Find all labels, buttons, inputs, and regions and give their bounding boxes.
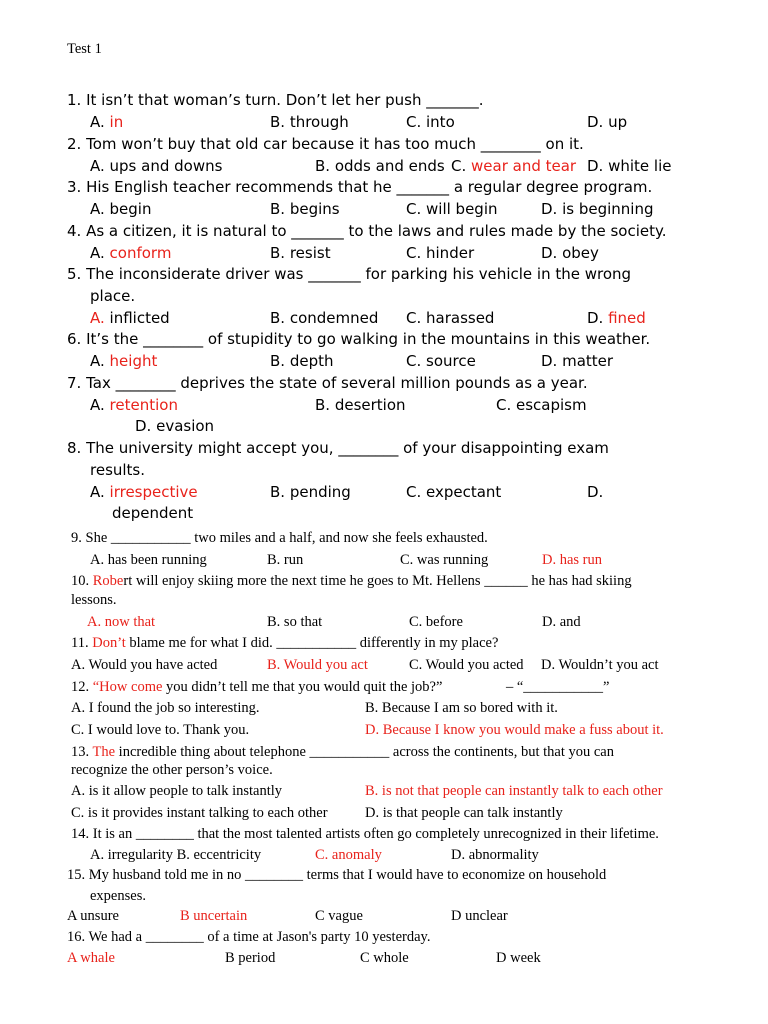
answer-highlight: fined [603, 309, 646, 327]
answer-highlight: Don’t [92, 635, 126, 651]
question-6-option-d: D. matter [541, 352, 614, 370]
question-3-stem: 3. His English teacher recommends that he _______ a regular degree program. [67, 178, 653, 196]
question-8-option-a: A. irrespective [90, 483, 198, 501]
question-16-option-a: A whale [67, 950, 115, 966]
question-11-option-d: D. Wouldn’t you act [541, 657, 659, 673]
question-2-option-b: B. odds and ends [315, 157, 445, 175]
question-9-option-c: C. was running [400, 552, 489, 568]
question-15-option-a: A unsure [67, 908, 119, 924]
question-12-reply-blank: – “___________” [506, 679, 610, 695]
answer-highlight: conform [109, 244, 172, 262]
question-7-option-b: B. desertion [315, 396, 406, 414]
question-10-stem: 10. Robert will enjoy skiing more the next time he goes to Mt. Hellens ______ he has had skiing [71, 573, 632, 589]
answer-highlight: irrespective [109, 483, 198, 501]
question-8-option-c: C. expectant [406, 483, 502, 501]
question-4-option-d: D. obey [541, 244, 599, 262]
question-11-stem: 11. Don’t blame me for what I did. ___________ differently in my place? [71, 635, 499, 651]
answer-highlight: height [109, 352, 158, 370]
question-16-option-d: D week [496, 950, 541, 966]
question-14-option-d: D. abnormality [451, 847, 539, 863]
question-5-stem-continued: place. [90, 287, 136, 305]
question-5-option-d: D. fined [587, 309, 646, 327]
question-1-option-b: B. through [270, 113, 349, 131]
question-9-option-d: D. has run [542, 552, 603, 568]
question-12-option-a: A. I found the job so interesting. [71, 700, 260, 716]
question-8-option-b: B. pending [270, 483, 351, 501]
question-15-stem: 15. My husband told me in no ________ terms that I would have to economize on household [67, 867, 607, 883]
question-11-option-c: C. Would you acted [409, 657, 524, 673]
question-4-option-c: C. hinder [406, 244, 475, 262]
question-9-option-b: B. run [267, 552, 304, 568]
answer-highlight: The [92, 744, 116, 760]
question-12-stem: 12. “How come you didn’t tell me that you would quit the job?” [71, 679, 443, 695]
question-12-option-b: B. Because I am so bored with it. [365, 700, 558, 716]
question-14-stem: 14. It is an ________ that the most talented artists often go completely unrecognized in their lifetime. [71, 826, 659, 842]
question-1-option-d: D. up [587, 113, 628, 131]
question-15-option-c: C vague [315, 908, 363, 924]
question-4-option-a: A. conform [90, 244, 172, 262]
question-14-options-a-b: A. irregularity B. eccentricity [90, 847, 262, 863]
question-7-option-d: D. evasion [135, 417, 215, 435]
question-13-option-d: D. is that people can talk instantly [365, 805, 563, 821]
question-6-stem: 6. It’s the ________ of stupidity to go walking in the mountains in this weather. [67, 330, 651, 348]
question-8-stem: 8. The university might accept you, ________ of your disappointing exam [67, 439, 609, 457]
question-16-option-c: C whole [360, 950, 409, 966]
question-3-option-a: A. begin [90, 200, 152, 218]
question-6-option-b: B. depth [270, 352, 334, 370]
question-12-option-c: C. I would love to. Thank you. [71, 722, 250, 738]
question-4-option-b: B. resist [270, 244, 331, 262]
answer-highlight: wear and tear [466, 157, 577, 175]
question-5-option-c: C. harassed [406, 309, 495, 327]
question-8-stem-continued: results. [90, 461, 146, 479]
question-7-option-a: A. retention [90, 396, 178, 414]
answer-highlight: in [109, 113, 124, 131]
question-10-stem-continued: lessons. [71, 592, 117, 608]
question-16-stem: 16. We had a ________ of a time at Jason's party 10 yesterday. [67, 929, 431, 945]
question-13-option-c: C. is it provides instant talking to each other [71, 805, 328, 821]
answer-highlight: retention [109, 396, 178, 414]
question-12-option-d: D. Because I know you would make a fuss about it. [365, 722, 664, 738]
question-4-stem: 4. As a citizen, it is natural to _______ to the laws and rules made by the society. [67, 222, 667, 240]
question-13-option-b: B. is not that people can instantly talk to each other [365, 783, 663, 799]
question-6-option-a: A. height [90, 352, 158, 370]
question-11-option-a: A. Would you have acted [71, 657, 218, 673]
question-10-option-c: C. before [409, 614, 463, 630]
question-7-stem: 7. Tax ________ deprives the state of several million pounds as a year. [67, 374, 588, 392]
question-2-option-a: A. ups and downs [90, 157, 223, 175]
question-3-option-d: D. is beginning [541, 200, 654, 218]
answer-highlight: A. [90, 309, 105, 327]
question-9-option-a: A. has been running [90, 552, 207, 568]
question-13-option-a: A. is it allow people to talk instantly [71, 783, 283, 799]
question-1-option-c: C. into [406, 113, 455, 131]
question-10-option-d: D. and [542, 614, 581, 630]
question-6-option-c: C. source [406, 352, 476, 370]
question-14-option-c: C. anomaly [315, 847, 382, 863]
question-2-option-d: D. white lie [587, 157, 672, 175]
question-7-option-c: C. escapism [496, 396, 587, 414]
question-5-stem: 5. The inconsiderate driver was _______ for parking his vehicle in the wrong [67, 265, 632, 283]
question-15-option-d: D unclear [451, 908, 508, 924]
question-5-option-a: A. inflicted [90, 309, 170, 327]
question-8-option-d-continued: dependent [112, 504, 194, 522]
question-1-stem: 1. It isn’t that woman’s turn. Don’t let her push _______. [67, 91, 484, 109]
question-5-option-b: B. condemned [270, 309, 379, 327]
question-2-stem: 2. Tom won’t buy that old car because it has too much ________ on it. [67, 135, 584, 153]
answer-highlight: “How come [92, 679, 163, 695]
question-3-option-b: B. begins [270, 200, 340, 218]
question-9-stem: 9. She ___________ two miles and a half, and now she feels exhausted. [71, 530, 488, 546]
question-10-option-a: A. now that [87, 614, 156, 630]
question-15-stem-continued: expenses. [90, 888, 146, 904]
question-13-stem-continued: recognize the other person’s voice. [71, 762, 273, 778]
question-3-option-c: C. will begin [406, 200, 498, 218]
document-title: Test 1 [67, 41, 102, 57]
question-16-option-b: B period [225, 950, 276, 966]
answer-highlight: Robe [92, 573, 124, 589]
question-2-option-c: C. wear and tear [451, 157, 577, 175]
question-11-option-b: B. Would you act [267, 657, 368, 673]
question-15-option-b: B uncertain [180, 908, 248, 924]
question-8-option-d: D. [587, 483, 604, 501]
question-10-option-b: B. so that [267, 614, 323, 630]
question-13-stem: 13. The incredible thing about telephone ___________ across the continents, but that you can [71, 744, 614, 760]
question-1-option-a: A. in [90, 113, 124, 131]
